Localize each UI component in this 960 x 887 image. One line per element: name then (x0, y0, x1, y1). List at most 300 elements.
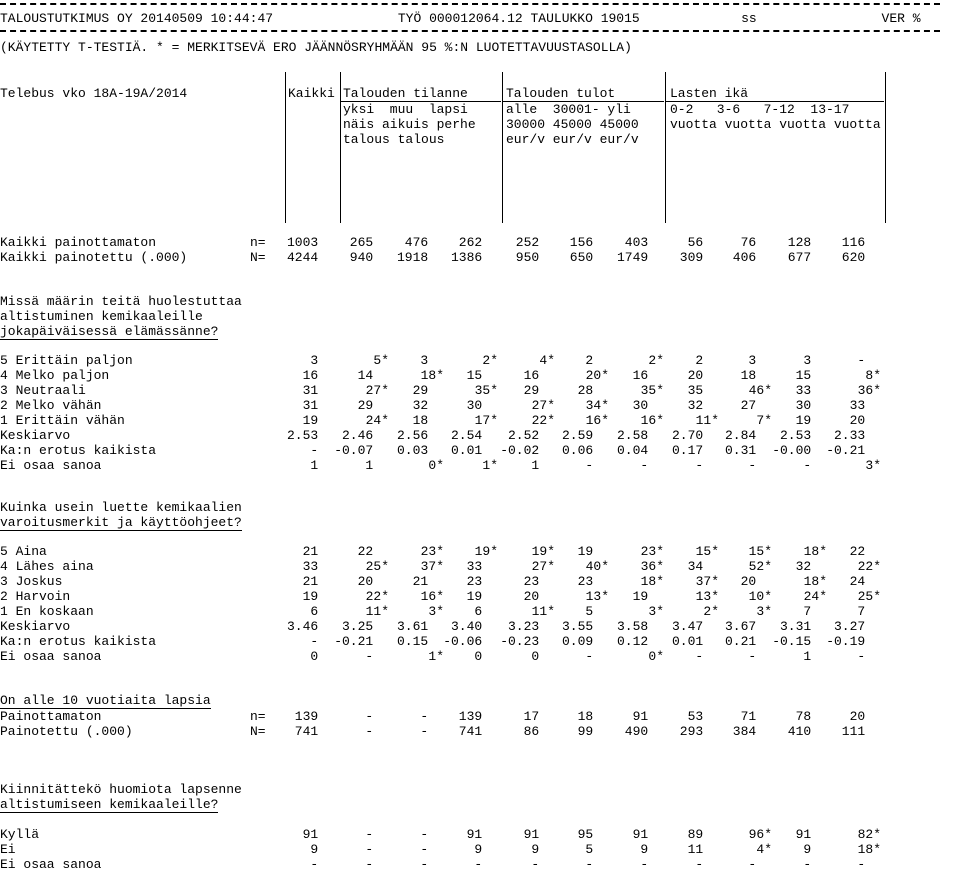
row-label: Ka:n erotus kaikista (0, 634, 157, 649)
col-divider-tulot (502, 72, 503, 223)
row-label: 2 Melko vähän (0, 398, 102, 413)
row-label: 5 Erittäin paljon (0, 353, 133, 368)
question-text: Missä määrin teitä huolestuttaa (0, 294, 242, 309)
table-cell: 1 (803, 649, 819, 664)
table-cell: 6 (310, 604, 326, 619)
table-cell: 31 (302, 398, 326, 413)
table-cell: 2.33 (833, 428, 873, 443)
table-cell: 19* (474, 544, 498, 559)
table-cell: -0.21 (334, 634, 381, 649)
table-cell: 2.53 (779, 428, 819, 443)
row-label: Kaikki painotettu (.000) (0, 250, 188, 265)
table-cell: 18* (857, 842, 881, 857)
table-cell: 0* (428, 458, 444, 473)
table-cell: 11* (365, 604, 389, 619)
table-cell: 20 (357, 574, 381, 589)
table-cell: 24* (803, 589, 827, 604)
table-cell: 95 (577, 827, 601, 842)
sub-header-tulot-2: 30000 45000 45000 (506, 117, 639, 132)
sub-header-lasten-2: vuotta vuotta vuotta vuotta (670, 117, 881, 132)
table-cell: 18* (420, 368, 444, 383)
table-cell: 22* (531, 413, 555, 428)
row-label: Keskiarvo (0, 619, 71, 634)
row-label: Ei osaa sanoa (0, 857, 102, 872)
table-cell: 18* (803, 574, 827, 589)
table-cell: 0.04 (616, 443, 656, 458)
table-cell: 35* (474, 383, 498, 398)
col-divider-tilanne (340, 72, 341, 223)
table-cell: 1 (531, 458, 547, 473)
table-cell: 23 (577, 574, 601, 589)
row-code: N= (250, 724, 266, 739)
table-row (0, 544, 960, 559)
table-cell: 384 (732, 724, 764, 739)
table-cell: 33 (466, 559, 490, 574)
table-cell: 3* (428, 604, 444, 619)
table-cell: 16 (632, 368, 656, 383)
table-cell: 91 (302, 827, 326, 842)
table-cell: 18 (412, 413, 436, 428)
table-cell: 2 (585, 353, 601, 368)
table-cell: 7* (756, 413, 772, 428)
table-cell: - (857, 857, 873, 872)
table-cell: - (365, 649, 381, 664)
table-cell: 19 (795, 413, 819, 428)
table-cell: 0.17 (671, 443, 711, 458)
table-cell: - (365, 724, 381, 739)
table-cell: 940 (349, 250, 381, 265)
table-cell: 476 (404, 235, 436, 250)
table-cell: 21 (302, 544, 326, 559)
table-cell: 31 (302, 383, 326, 398)
table-row (0, 604, 960, 619)
table-cell: - (748, 458, 764, 473)
table-row (0, 383, 960, 398)
row-label: Ei osaa sanoa (0, 649, 102, 664)
table-cell: 35* (640, 383, 664, 398)
sub-header-tulot-1: alle 30001- yli (506, 102, 631, 117)
table-cell: 19 (302, 413, 326, 428)
table-row (0, 724, 960, 739)
table-cell: - (420, 827, 436, 842)
table-cell: 30 (632, 398, 656, 413)
table-cell: 29 (523, 383, 547, 398)
table-cell: 0 (310, 649, 326, 664)
table-row (0, 589, 960, 604)
question-text: Kuinka usein luette kemikaalien (0, 500, 242, 515)
table-row (0, 428, 960, 443)
table-cell: 8* (865, 368, 881, 383)
table-cell: 1386 (450, 250, 490, 265)
header-rule-top (0, 3, 940, 5)
table-cell: - (310, 634, 326, 649)
table-cell: - (531, 857, 547, 872)
group-header-lasten: Lasten ikä (670, 86, 749, 101)
table-cell: 14 (357, 368, 381, 383)
table-cell: 3.27 (833, 619, 873, 634)
table-cell: - (365, 709, 381, 724)
table-cell: 1918 (396, 250, 436, 265)
table-cell: 15 (795, 368, 819, 383)
table-cell: -0.00 (772, 443, 819, 458)
table-cell: 30 (795, 398, 819, 413)
table-cell: 0.03 (396, 443, 436, 458)
sub-header-lasten-1: 0-2 3-6 7-12 13-17 (670, 102, 850, 117)
table-cell: 19 (302, 589, 326, 604)
table-cell: 22 (357, 544, 381, 559)
table-cell: 3.46 (286, 619, 326, 634)
table-cell: 2.70 (671, 428, 711, 443)
table-cell: 29 (357, 398, 381, 413)
table-cell: 116 (841, 235, 873, 250)
sub-header-tilanne-3: talous talous (343, 132, 445, 147)
table-cell: 16* (420, 589, 444, 604)
table-cell: 16 (302, 368, 326, 383)
table-cell: 1* (428, 649, 444, 664)
table-cell: - (474, 857, 490, 872)
table-cell: 0* (648, 649, 664, 664)
row-label: Kyllä (0, 827, 40, 842)
table-cell: 0 (531, 649, 547, 664)
table-cell: 96* (748, 827, 772, 842)
table-cell: 111 (841, 724, 873, 739)
table-row (0, 398, 960, 413)
report-header-line: TALOUSTUTKIMUS OY 20140509 10:44:47 TYÖ 000012064.12 TAULUKKO 19015 ss VER % (0, 11, 921, 26)
table-cell: - (365, 857, 381, 872)
table-cell: - (695, 458, 711, 473)
table-cell: 620 (841, 250, 873, 265)
table-cell: 11 (687, 842, 711, 857)
table-cell: 4244 (286, 250, 326, 265)
table-cell: 16 (523, 368, 547, 383)
table-cell: 3.40 (450, 619, 490, 634)
table-cell: 37* (695, 574, 719, 589)
table-cell: 3 (803, 353, 819, 368)
table-cell: 252 (515, 235, 547, 250)
table-cell: 25* (365, 559, 389, 574)
table-cell: 91 (466, 827, 490, 842)
table-cell: 11* (695, 413, 719, 428)
table-cell: 9 (474, 842, 490, 857)
table-cell: 19 (466, 589, 490, 604)
table-cell: 3* (865, 458, 881, 473)
table-cell: 16* (585, 413, 609, 428)
table-cell: 91 (523, 827, 547, 842)
table-cell: 91 (795, 827, 819, 842)
table-cell: 3.55 (561, 619, 601, 634)
table-cell: 741 (458, 724, 490, 739)
table-cell: 0.15 (396, 634, 436, 649)
table-cell: 677 (787, 250, 819, 265)
table-cell: 13* (585, 589, 609, 604)
table-cell: 18* (803, 544, 827, 559)
table-cell: - (310, 857, 326, 872)
table-cell: 33 (795, 383, 819, 398)
table-cell: - (640, 857, 656, 872)
table-cell: 3 (420, 353, 436, 368)
table-cell: 18 (740, 368, 764, 383)
table-cell: 5 (585, 842, 601, 857)
row-label: Painotettu (.000) (0, 724, 133, 739)
question-text: Kiinnitättekö huomiota lapsenne (0, 782, 242, 797)
table-cell: 3* (756, 604, 772, 619)
table-cell: 5 (585, 604, 601, 619)
table-cell: 3.23 (507, 619, 547, 634)
sub-header-tilanne-2: näis aikuis perhe (343, 117, 476, 132)
header-rule-bottom (0, 30, 940, 32)
row-label: 1 En koskaan (0, 604, 94, 619)
table-cell: 23 (466, 574, 490, 589)
table-cell: 52* (748, 559, 772, 574)
table-cell: 3.58 (616, 619, 656, 634)
survey-label: Telebus vko 18A-19A/2014 (0, 86, 188, 101)
table-row (0, 574, 960, 589)
table-row (0, 649, 960, 664)
table-cell: - (420, 724, 436, 739)
table-cell: 7 (857, 604, 873, 619)
row-label: Ei (0, 842, 16, 857)
row-label: Kaikki painottamaton (0, 235, 157, 250)
table-row (0, 619, 960, 634)
table-cell: 2.52 (507, 428, 547, 443)
table-cell: 406 (732, 250, 764, 265)
question-text: On alle 10 vuotiaita lapsia (0, 693, 211, 708)
table-cell: 0.09 (561, 634, 601, 649)
row-code: n= (250, 709, 266, 724)
table-cell: 34 (687, 559, 711, 574)
table-row (0, 368, 960, 383)
table-cell: - (695, 857, 711, 872)
row-code: N= (250, 250, 266, 265)
table-cell: 91 (632, 827, 656, 842)
table-cell: 32 (795, 559, 819, 574)
table-cell: 9 (640, 842, 656, 857)
table-cell: - (695, 649, 711, 664)
table-cell: 37* (420, 559, 444, 574)
table-cell: - (640, 458, 656, 473)
table-cell: - (857, 353, 873, 368)
question-text: jokapäiväisessä elämässänne? (0, 324, 219, 339)
table-cell: 19 (632, 589, 656, 604)
question-text: varoitusmerkit ja käyttöohjeet? (0, 515, 242, 530)
table-cell: 139 (294, 709, 326, 724)
table-cell: 15 (466, 368, 490, 383)
row-label: Painottamaton (0, 709, 102, 724)
table-cell: - (585, 649, 601, 664)
row-code: n= (250, 235, 266, 250)
table-cell: 6 (474, 604, 490, 619)
table-cell: 4* (756, 842, 772, 857)
table-cell: - (585, 857, 601, 872)
table-cell: 20 (523, 589, 547, 604)
sub-header-tulot-3: eur/v eur/v eur/v (506, 132, 639, 147)
table-cell: 24* (365, 413, 389, 428)
table-row (0, 634, 960, 649)
table-cell: - (803, 458, 819, 473)
table-cell: 33 (849, 398, 873, 413)
table-cell: 21 (412, 574, 436, 589)
question-text: altistumiseen kemikaaleille? (0, 797, 219, 812)
table-cell: 1 (365, 458, 381, 473)
table-cell: -0.23 (500, 634, 547, 649)
table-cell: 76 (740, 235, 764, 250)
table-cell: 490 (624, 724, 656, 739)
table-cell: 23 (523, 574, 547, 589)
table-cell: 3.61 (396, 619, 436, 634)
table-cell: 19* (531, 544, 555, 559)
table-cell: 265 (349, 235, 381, 250)
table-cell: 23* (420, 544, 444, 559)
table-row (0, 827, 960, 842)
table-cell: 30 (466, 398, 490, 413)
table-cell: 2* (482, 353, 498, 368)
table-cell: - (420, 709, 436, 724)
table-cell: 46* (748, 383, 772, 398)
table-cell: 3* (648, 604, 664, 619)
group-header-tilanne: Talouden tilanne (343, 86, 468, 101)
table-cell: -0.21 (826, 443, 873, 458)
report-subheader-line: (KÄYTETTY T-TESTIÄ. * = MERKITSEVÄ ERO JÄÄNNÖSRYHMÄÄN 95 %:N LUOTETTAVUUSTASOLLA) (0, 40, 632, 55)
table-cell: - (310, 443, 326, 458)
table-cell: 34* (585, 398, 609, 413)
table-cell: 20 (849, 709, 873, 724)
row-label: 1 Erittäin vähän (0, 413, 125, 428)
table-cell: 27* (531, 559, 555, 574)
table-cell: 99 (577, 724, 601, 739)
table-cell: 20 (687, 368, 711, 383)
table-row (0, 458, 960, 473)
row-label: 5 Aina (0, 544, 47, 559)
table-cell: 9 (803, 842, 819, 857)
table-cell: 22 (849, 544, 873, 559)
table-cell: -0.06 (443, 634, 490, 649)
table-cell: 23* (640, 544, 664, 559)
table-cell: 262 (458, 235, 490, 250)
table-row (0, 413, 960, 428)
table-cell: 17* (474, 413, 498, 428)
table-cell: 56 (687, 235, 711, 250)
row-label: 2 Harvoin (0, 589, 71, 604)
table-cell: 2.56 (396, 428, 436, 443)
table-cell: -0.02 (500, 443, 547, 458)
table-cell: 0.21 (724, 634, 764, 649)
table-cell: 15* (695, 544, 719, 559)
table-cell: 2.54 (450, 428, 490, 443)
table-cell: 741 (294, 724, 326, 739)
table-cell: 78 (795, 709, 819, 724)
table-row (0, 857, 960, 872)
table-cell: 293 (679, 724, 711, 739)
table-cell: 32 (412, 398, 436, 413)
table-cell: 28 (577, 383, 601, 398)
table-cell: 21 (302, 574, 326, 589)
table-cell: 16* (640, 413, 664, 428)
table-cell: 2.58 (616, 428, 656, 443)
table-cell: 7 (803, 604, 819, 619)
table-cell: 403 (624, 235, 656, 250)
table-cell: 2.59 (561, 428, 601, 443)
table-cell: 17 (523, 709, 547, 724)
table-cell: 9 (310, 842, 326, 857)
table-cell: 53 (687, 709, 711, 724)
table-cell: - (365, 827, 381, 842)
table-cell: 20 (740, 574, 764, 589)
col-divider-kaikki (285, 72, 286, 223)
row-label: 4 Lähes aina (0, 559, 94, 574)
table-cell: 3 (310, 353, 326, 368)
table-cell: 15* (748, 544, 772, 559)
table-cell: 2.53 (286, 428, 326, 443)
group-header-tulot: Talouden tulot (506, 86, 616, 101)
table-cell: -0.19 (826, 634, 873, 649)
table-cell: 20* (585, 368, 609, 383)
table-cell: 27* (365, 383, 389, 398)
table-cell: - (748, 649, 764, 664)
table-cell: 5* (373, 353, 389, 368)
table-cell: - (857, 649, 873, 664)
table-cell: 40* (585, 559, 609, 574)
table-cell: 650 (569, 250, 601, 265)
col-divider-lasten (665, 72, 666, 223)
table-cell: 27* (531, 398, 555, 413)
table-cell: 36* (640, 559, 664, 574)
table-cell: 20 (849, 413, 873, 428)
table-cell: 71 (740, 709, 764, 724)
table-row (0, 559, 960, 574)
table-cell: 3.31 (779, 619, 819, 634)
table-cell: 410 (787, 724, 819, 739)
table-cell: 156 (569, 235, 601, 250)
table-cell: 0.06 (561, 443, 601, 458)
table-cell: 18* (640, 574, 664, 589)
table-cell: 2.46 (341, 428, 381, 443)
table-cell: 3.25 (341, 619, 381, 634)
table-row (0, 353, 960, 368)
table-cell: 10* (748, 589, 772, 604)
table-cell: 0 (474, 649, 490, 664)
table-cell: 139 (458, 709, 490, 724)
table-cell: 27 (740, 398, 764, 413)
table-cell: 950 (515, 250, 547, 265)
table-cell: 1* (482, 458, 498, 473)
table-cell: 0.01 (450, 443, 490, 458)
table-cell: 82* (857, 827, 881, 842)
table-cell: 24 (849, 574, 873, 589)
table-cell: - (420, 842, 436, 857)
table-cell: - (585, 458, 601, 473)
table-cell: - (420, 857, 436, 872)
table-cell: 3.47 (671, 619, 711, 634)
table-cell: 11* (531, 604, 555, 619)
table-cell: -0.15 (772, 634, 819, 649)
table-cell: 0.12 (616, 634, 656, 649)
table-cell: 2* (703, 604, 719, 619)
table-cell: 22* (857, 559, 881, 574)
table-cell: 13* (695, 589, 719, 604)
table-cell: 3 (748, 353, 764, 368)
table-cell: - (365, 842, 381, 857)
table-cell: 18 (577, 709, 601, 724)
table-cell: 0.31 (724, 443, 764, 458)
table-cell: 9 (531, 842, 547, 857)
table-row (0, 250, 960, 265)
table-cell: 0.01 (671, 634, 711, 649)
col-header-kaikki: Kaikki (288, 86, 335, 101)
row-label: Keskiarvo (0, 428, 71, 443)
col-divider-end (885, 72, 886, 223)
row-label: 3 Neutraali (0, 383, 86, 398)
table-cell: 2* (648, 353, 664, 368)
